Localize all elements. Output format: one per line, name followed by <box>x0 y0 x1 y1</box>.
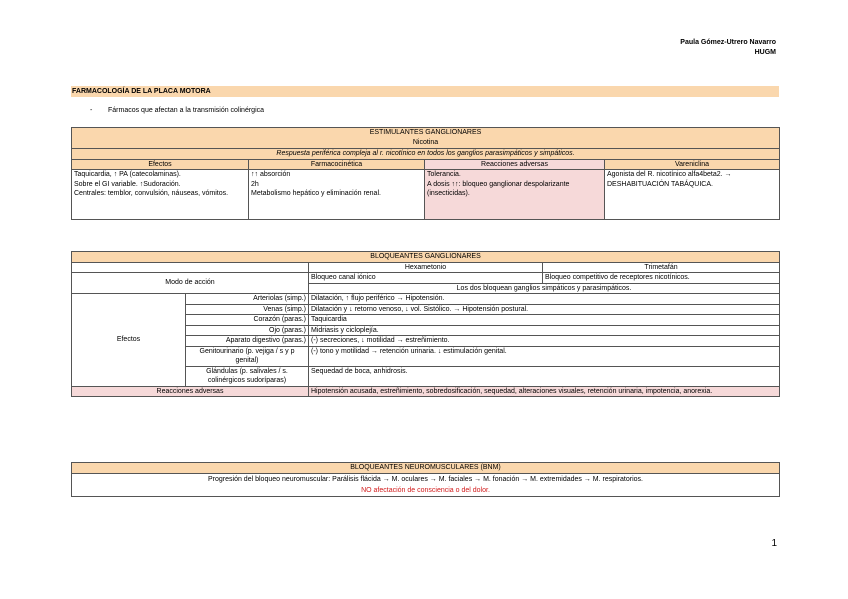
table2-effect: Sequedad de boca, anhidrosis. <box>309 366 780 386</box>
table2-modo-label: Modo de acción <box>72 273 309 294</box>
table2-effect: Dilatación, ↑ flujo periférico → Hipotensión. <box>309 294 780 305</box>
table-estimulantes <box>71 127 780 220</box>
table1-reacciones-cell <box>425 170 605 220</box>
author-org: HUGM <box>754 49 776 56</box>
table3-nota: NO afectación de consciencia o del dolor. <box>361 486 490 494</box>
table2-effect: Midriasis y cicloplejía. <box>309 325 780 336</box>
table2-reacciones-label: Reacciones adversas <box>72 386 309 397</box>
table2-drug-hexametonio: Hexametonio <box>309 262 543 273</box>
table2-effect: (-) tono y motilidad → retención urinaria. ↓ estimulación genital. <box>309 346 780 366</box>
page-number: 1 <box>771 538 777 549</box>
table2-efectos-label: Efectos <box>72 294 186 387</box>
table2-organ: Arteriolas (simp.) <box>186 294 309 305</box>
table2-reacciones-text: Hipotensión acusada, estreñimiento, sobredosificación, sequedad, alteraciones visuales, retención urinaria, impotencia, anorexia. <box>309 386 780 397</box>
table1-efectos-cell <box>72 170 249 220</box>
list-item: Tolerancia. <box>427 171 461 178</box>
list-item: DESHABITUACIÓN TABÁQUICA. <box>607 180 713 188</box>
table2-organ: Corazón (paras.) <box>186 315 309 326</box>
list-item: Centrales: temblor, convulsión, náuseas, vómitos. <box>74 190 229 197</box>
list-item: Sobre el GI variable. ↑Sudoración. <box>74 180 181 188</box>
bullet-item <box>90 107 264 114</box>
table2-organ: Venas (simp.) <box>186 304 309 315</box>
table1-col-farmaco: Farmacocinética <box>249 159 425 170</box>
table3-progresion: Progresión del bloqueo neuromuscular: Parálisis flácida → M. oculares → M. faciales → M. fonación → M. extremidades → M. respiratorios. <box>208 475 643 483</box>
table2-organ: Ojo (paras.) <box>186 325 309 336</box>
table2-effect: (-) secreciones, ↓ motilidad → estreñimiento. <box>309 336 780 347</box>
list-item: A dosis ↑↑: bloqueo ganglionar despolarizante (insecticidas). <box>427 180 570 197</box>
table2-organ: Genitourinario (p. vejiga / s y p genital) <box>186 346 309 366</box>
table2-drug-trimetafan: Trimetafán <box>543 262 780 273</box>
table1-vareniclina-cell <box>605 170 780 220</box>
table2-modo-hexa: Bloqueo canal iónico <box>309 273 543 284</box>
table2-organ: Glándulas (p. salivales / s. colinérgicos sudoríparas) <box>186 366 309 386</box>
bullet-dash: - <box>90 107 93 114</box>
table-bnm <box>71 462 780 497</box>
table2-title: BLOQUEANTES GANGLIONARES <box>72 252 780 263</box>
table2-empty-cell <box>72 262 309 273</box>
table1-col-efectos: Efectos <box>72 159 249 170</box>
list-item: Taquicardia, ↑ PA (catecolaminas). <box>74 171 181 178</box>
table1-farmaco-cell <box>249 170 425 220</box>
list-item: ↑↑ absorción <box>251 171 291 178</box>
list-item: 2h <box>251 180 259 188</box>
table3-body <box>72 473 780 496</box>
table2-effect: Dilatación y ↓ retorno venoso, ↓ vol. Sistólico. → Hipotensión postural. <box>309 304 780 315</box>
table2-effect: Taquicardia <box>309 315 780 326</box>
table2-modo-both: Los dos bloquean ganglios simpáticos y parasimpáticos. <box>309 283 780 294</box>
table2-organ: Aparato digestivo (paras.) <box>186 336 309 347</box>
table3-title: BLOQUEANTES NEUROMUSCULARES (BNM) <box>72 463 780 474</box>
author-name: Paula Gómez-Utrero Navarro <box>680 39 776 46</box>
table1-note: Respuesta periférica compleja al r. nicotínico en todos los ganglios parasimpáticos y simpáticos. <box>72 149 780 160</box>
table1-subtitle: Nicotina <box>412 139 439 146</box>
list-item: Agonista del R. nicotínico alfa4beta2. → <box>607 171 732 178</box>
table1-header <box>72 128 780 149</box>
table1-col-reacciones: Reacciones adversas <box>425 159 605 170</box>
table1-title: ESTIMULANTES GANGLIONARES <box>369 129 482 136</box>
author-block <box>680 38 776 58</box>
table2-modo-trime: Bloqueo competitivo de receptores nicotínicos. <box>543 273 780 284</box>
section-title: FARMACOLOGÍA DE LA PLACA MOTORA <box>71 86 779 97</box>
table-bloqueantes-ganglionares <box>71 251 780 397</box>
bullet-text: Fármacos que afectan a la transmisión colinérgica <box>108 107 265 114</box>
table1-col-vareniclina: Vareniclina <box>605 159 780 170</box>
list-item: Metabolismo hepático y eliminación renal. <box>251 190 381 197</box>
